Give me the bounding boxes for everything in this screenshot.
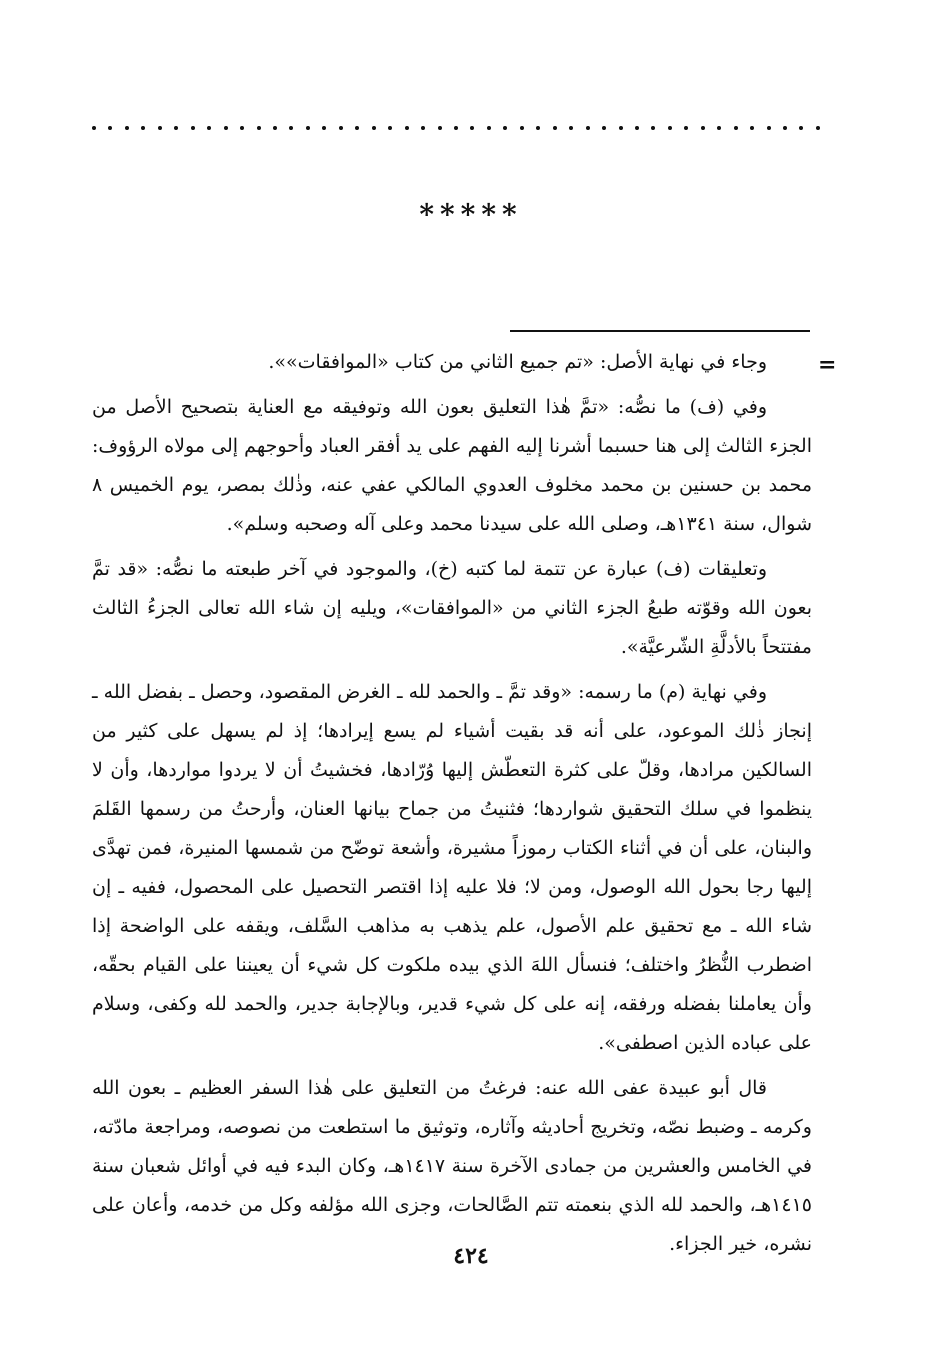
footnote-paragraph: وفي نهاية (م) ما رسمه: «وقد تمَّ ـ والحمد لله ـ الغرض المقصود، وحصل ـ بفضل الله ـ إنجاز ذٰلك الموعود، على أنه قد بقيت أشياء لم يسع إيرادها؛ إذ لم يسهل على كثير من السالكين مرادها، وقلّ على كثرة التعطّش إليها وُرّادها، فخشيتُ أن لا يردوا مواردها، وأن لا ينظموا في سلك التحقيق شواردها؛ فثنيتُ من جماح بيانها العنان، وأرحتُ من رسمها القَلمَ والبنان، على أن في أثناء الكتاب رموزاً مشيرة، وأشعة توضّح من شمسها المنيرة، فمن تهدَّى إليها رجا بحول الله الوصول، ومن لا؛ فلا عليه إذا اقتصر التحصيل على المحصول، ففيه ـ إن شاء الله ـ مع تحقيق علم الأصول، علم يذهب به مذاهب السَّلف، ويقفه على الواضحة إذا اضطرب النُّظرُ واختلف؛ فنسأل اللهَ الذي بيده ملكوت كل شيء أن يعيننا على القيام بحقّه، وأن يعاملنا بفضله ورفقه، إنه على كل شيء قدير، وبالإجابة جدير، والحمد لله وكفى، وسلام على عباده الذين اصطفى». [92, 681, 812, 1054]
footnote-paragraph: وجاء في نهاية الأصل: «تم جميع الثاني من كتاب «الموافقات»». [268, 351, 767, 373]
footnotes-block [92, 343, 812, 1270]
footnote-continuation-mark: = [818, 352, 837, 378]
footnote-divider [510, 330, 810, 332]
page-number: ٤٢٤ [453, 1243, 489, 1269]
footnote-paragraph: قال أبو عبيدة عفى الله عنه: فرغتُ من التعليق على هٰذا السفر العظيم ـ بعون الله وكرمه ـ وضبط نصّه، وتخريج أحاديثه وآثاره، وتوثيق ما استطعت من نصوصه، ومراجعة مادّته، في الخامس والعشرين من جمادى الآخرة سنة ١٤١٧هـ، وكان البدء فيه في أوائل شعبان سنة ١٤١٥هـ، والحمد لله الذي بنعمته تتم الصَّالحات، وجزى الله مؤلفه وكل من خدمه، وأعان على نشره، خير الجزاء. [92, 1077, 812, 1255]
section-separator-stars: ***** [419, 198, 523, 231]
footnote-paragraph: وتعليقات (ف) عبارة عن تتمة لما كتبه (خ)، والموجود في آخر طبعته ما نصُّه: «قد تمَّ بعون الله وقوّته طبعُ الجزء الثاني من «الموافقات»، ويليه إن شاء الله تعالى الجزءُ الثالث مفتتحاً بالأدلَّةِ الشّرعيَّة». [92, 558, 812, 658]
footnote-paragraph: وفي (ف) ما نصُّه: «تمَّ هٰذا التعليق بعون الله وتوفيقه مع العناية بتصحيح الأصل من الجزء الثالث إلى هنا حسبما أشرنا إليه الفهم على يد أفقر العباد وأحوجهم إلى مولاه الرؤوف: محمد بن حسنين بن محمد مخلوف العدوي المالكي عفي عنه، وذٰلك بمصر، يوم الخميس ٨ شوال، سنة ١٣٤١هـ، وصلى الله على سيدنا محمد وعلى آله وصحبه وسلم». [92, 396, 812, 535]
top-dotted-separator [92, 118, 820, 138]
